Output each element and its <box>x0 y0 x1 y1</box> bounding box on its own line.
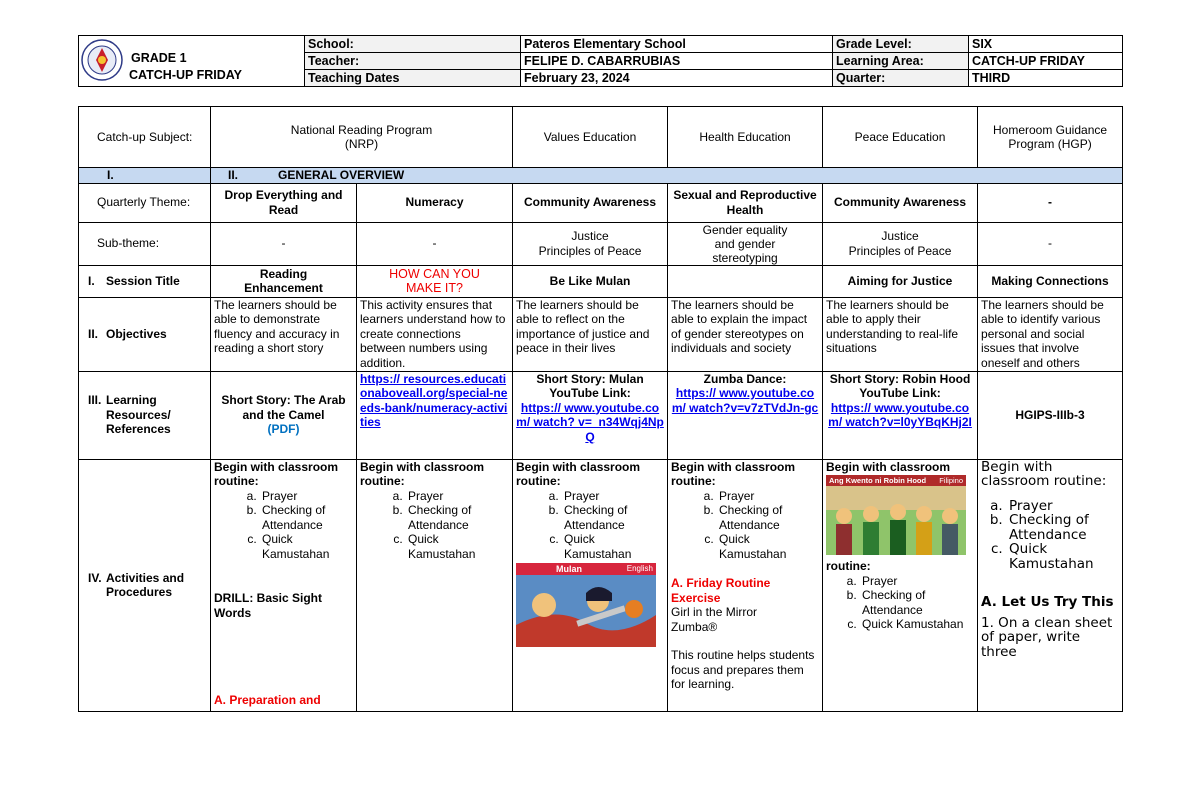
routine-list <box>671 489 819 562</box>
subtheme-values <box>513 222 668 265</box>
theme-nrp-numeracy: Numeracy <box>357 183 513 222</box>
activities-values <box>513 459 668 711</box>
teaching-dates-label: Teaching Dates <box>305 70 521 87</box>
resource-pdf-link[interactable]: (PDF) <box>267 422 300 437</box>
quarter-value: THIRD <box>969 70 1123 87</box>
routine-item-attendance: b. Checking of Attendance <box>260 503 353 532</box>
mulan-thumbnail[interactable] <box>516 563 656 647</box>
objective-values: The learners should be able to reflect on the importance of justice and peace in their lives <box>513 297 668 371</box>
resources-label-line3: References <box>106 422 171 437</box>
objectives-label-text: Objectives <box>106 326 167 341</box>
activities-health <box>668 459 823 711</box>
grade-level-value: SIX <box>969 36 1123 53</box>
routine-item-kamustahan: c. Quick Kamustahan <box>260 532 353 561</box>
resources-label <box>79 371 211 459</box>
theme-health: Sexual and Reproductive Health <box>668 183 823 222</box>
objective-nrp-numeracy: This activity ensures that learners understand how to create connections between numbers using addition. <box>357 297 513 371</box>
teacher-value: FELIPE D. CABARRUBIAS <box>521 53 833 70</box>
begin-routine-heading: Begin with classroom routine: <box>214 459 339 488</box>
routine-item-attendance: b. Checking of Attendance <box>562 503 664 532</box>
nrp-abbrev: (NRP) <box>344 137 379 151</box>
deped-seal-icon <box>81 39 123 81</box>
session-label-text: Session Title <box>106 273 180 288</box>
catch-up-subject-label: Catch-up Subject: <box>79 107 211 168</box>
routine-item-kamustahan: c. Quick Kamustahan <box>1007 542 1119 571</box>
friday-routine-heading: A. Friday Routine Exercise <box>671 576 771 605</box>
resource-story-title: Short Story: The Arab and the Camel <box>221 393 346 422</box>
subtheme-values-line2: Principles of Peace <box>538 243 642 258</box>
session-title-row <box>79 265 1123 297</box>
activities-nrp-reading <box>211 459 357 711</box>
subtheme-peace-line2: Principles of Peace <box>848 243 952 258</box>
subtheme-nrp-reading: - <box>211 222 357 265</box>
column-health-education: Health Education <box>668 107 823 168</box>
begin-routine-heading: Begin with classroom routine: <box>360 459 485 488</box>
drill-heading: DRILL: Basic Sight Words <box>214 591 323 620</box>
nrp-title: National Reading Program <box>290 122 433 137</box>
routine-list <box>214 489 353 562</box>
let-us-try-heading: A. Let Us Try This <box>981 594 1114 610</box>
mulan-story-title: Short Story: Mulan <box>536 371 644 386</box>
routine-list <box>516 489 664 562</box>
begin-routine-heading: Begin with classroom <box>826 459 951 474</box>
resources-label-text <box>106 393 171 437</box>
objectives-label <box>79 297 211 371</box>
resources-label-line2: Resources/ <box>106 407 171 422</box>
session-hgp: Making Connections <box>978 265 1123 297</box>
resource-health <box>668 371 823 459</box>
try-step-1: 1. On a clean sheet of paper, write three <box>981 614 1113 660</box>
session-health <box>668 265 823 297</box>
resource-nrp-numeracy <box>357 371 513 459</box>
quarterly-theme-row <box>79 183 1123 222</box>
objective-hgp: The learners should be able to identify various personal and social issues that involve oneself and others <box>978 297 1123 371</box>
subtheme-health-line2: and gender <box>714 236 776 251</box>
resources-number: III. <box>88 393 102 408</box>
routine-description: This routine helps students focus and prepares them for learning. <box>671 648 815 691</box>
activities-label <box>79 459 211 711</box>
subtheme-peace <box>823 222 978 265</box>
routine-item-kamustahan: c. Quick Kamustahan <box>406 532 509 561</box>
column-values-education: Values Education <box>513 107 668 168</box>
mulan-thumbnail-title: Mulan <box>556 564 583 574</box>
routine-item-attendance: b. Checking of Attendance <box>406 503 509 532</box>
robin-hood-youtube-link[interactable]: https:// www.youtube.com/ watch?v=l0yYBqKHj2I <box>828 400 972 429</box>
subtheme-health-line1: Gender equality <box>702 222 788 237</box>
teacher-label: Teacher: <box>305 53 521 70</box>
subtheme-values-line1: Justice <box>571 229 609 243</box>
lesson-plan-table <box>78 106 1123 712</box>
quarter-label: Quarter: <box>833 70 969 87</box>
routine-item-attendance: b. Checking of Attendance <box>1007 513 1119 542</box>
program-title: CATCH-UP FRIDAY <box>129 68 242 82</box>
zumba-title: Zumba Dance: <box>703 371 787 386</box>
activities-label-line2: Procedures <box>106 585 173 599</box>
resource-nrp-reading <box>211 371 357 459</box>
session-values: Be Like Mulan <box>513 265 668 297</box>
session-number: I. <box>88 273 95 288</box>
routine-item-prayer: a. Prayer <box>1007 499 1119 514</box>
routine-item-kamustahan: c. Quick Kamustahan <box>717 532 819 561</box>
activities-hgp <box>978 459 1123 711</box>
preparation-heading: A. Preparation and <box>214 693 321 707</box>
theme-values: Community Awareness <box>513 183 668 222</box>
resource-values <box>513 371 668 459</box>
begin-routine-heading: Begin with classroom routine: <box>671 459 796 488</box>
resource-peace <box>823 371 978 459</box>
zumba-song-title: Girl in the Mirror Zumba® <box>671 605 758 634</box>
subtheme-nrp-numeracy: - <box>357 222 513 265</box>
grade-level-label: Grade Level: <box>833 36 969 53</box>
begin-routine-heading: Begin with classroom routine: <box>981 459 1107 489</box>
mulan-youtube-link[interactable]: https:// www.youtube.com/ watch? v=_n34Wqj4NpQ <box>516 400 664 444</box>
robin-hood-thumbnail[interactable] <box>826 475 966 555</box>
robin-hood-thumbnail-title: Ang Kwento ni Robin Hood <box>829 476 927 485</box>
objectives-number: II. <box>88 326 99 341</box>
subtheme-hgp: - <box>978 222 1123 265</box>
routine-list <box>981 499 1119 572</box>
session-nrp-reading <box>211 265 357 297</box>
resources-row <box>79 371 1123 459</box>
learning-area-label: Learning Area: <box>833 53 969 70</box>
column-nrp <box>211 107 513 168</box>
session-nrp-numeracy-line2: MAKE IT? <box>406 281 463 295</box>
sub-theme-label: Sub-theme: <box>79 222 211 265</box>
resource-hgp: HGIPS-IIIb-3 <box>978 371 1123 459</box>
session-title-label <box>79 265 211 297</box>
session-peace: Aiming for Justice <box>823 265 978 297</box>
subtheme-health <box>668 222 823 265</box>
mulan-illustration-icon <box>516 575 656 647</box>
teaching-dates-value: February 23, 2024 <box>521 70 833 87</box>
objective-nrp-reading: The learners should be able to demonstrate fluency and accuracy in reading a short story <box>211 297 357 371</box>
school-logo-cell <box>79 36 305 87</box>
routine-item-prayer: a. Prayer <box>406 489 509 504</box>
routine-item-prayer: a. Prayer <box>260 489 353 504</box>
routine-item-kamustahan: c. Quick Kamustahan <box>562 532 664 561</box>
overview-heading <box>211 168 1123 184</box>
column-peace-education: Peace Education <box>823 107 978 168</box>
resources-label-line1: Learning <box>106 393 157 408</box>
session-nrp-reading-line1: Reading <box>259 266 308 281</box>
objective-health: The learners should be able to explain the impact of gender stereotypes on individuals and society <box>668 297 823 371</box>
activities-nrp-numeracy <box>357 459 513 711</box>
routine-item-attendance: b. Checking of Attendance <box>717 503 819 532</box>
school-label: School: <box>305 36 521 53</box>
activities-number: IV. <box>88 570 102 585</box>
theme-peace: Community Awareness <box>823 183 978 222</box>
begin-routine-heading: Begin with classroom routine: <box>516 459 641 488</box>
general-overview-row <box>79 168 1123 184</box>
routine-item-attendance: b. Checking of Attendance <box>860 588 974 617</box>
overview-number: I. <box>79 168 211 184</box>
session-nrp-numeracy-line1: HOW CAN YOU <box>389 266 480 281</box>
zumba-youtube-link[interactable]: https:// www.youtube.com/ watch?v=v7zTVdJn-gc <box>671 386 819 415</box>
learning-area-value: CATCH-UP FRIDAY <box>969 53 1123 70</box>
activities-row <box>79 459 1123 711</box>
routine-item-prayer: a. Prayer <box>562 489 664 504</box>
column-hgp: Homeroom Guidance Program (HGP) <box>978 107 1123 168</box>
subtheme-peace-line1: Justice <box>881 229 919 243</box>
subtheme-health-line3: stereotyping <box>712 250 778 265</box>
session-nrp-reading-line2: Enhancement <box>244 281 323 295</box>
header-table <box>78 35 1123 87</box>
quarterly-theme-label: Quarterly Theme: <box>79 183 211 222</box>
grade-title: GRADE 1 <box>131 51 187 65</box>
mulan-thumbnail-lang: English <box>626 564 654 573</box>
robin-hood-youtube-label: YouTube Link: <box>859 386 941 400</box>
robin-hood-title: Short Story: Robin Hood <box>829 371 971 386</box>
activities-label-text <box>106 571 184 600</box>
objective-peace: The learners should be able to apply their understanding to real-life situations <box>823 297 978 371</box>
routine-label: routine: <box>826 559 871 573</box>
routine-list <box>826 574 974 632</box>
sub-theme-row <box>79 222 1123 265</box>
robin-hood-thumbnail-lang: Filipino <box>939 476 964 485</box>
subject-row <box>79 107 1123 168</box>
activities-label-line1: Activities and <box>106 570 185 585</box>
theme-hgp: - <box>978 183 1123 222</box>
theme-nrp-reading: Drop Everything and Read <box>211 183 357 222</box>
routine-item-kamustahan: c. Quick Kamustahan <box>860 617 974 632</box>
routine-item-prayer: a. Prayer <box>860 574 974 589</box>
routine-list <box>360 489 509 562</box>
routine-item-prayer: a. Prayer <box>717 489 819 504</box>
session-nrp-numeracy <box>357 265 513 297</box>
overview-subnumber: II. <box>228 168 239 182</box>
mulan-youtube-label: YouTube Link: <box>549 386 631 400</box>
objectives-row <box>79 297 1123 371</box>
overview-title: GENERAL OVERVIEW <box>278 168 405 182</box>
numeracy-activities-link[interactable]: https:// resources.educationaboveall.org/special-needs-bank/numeracy-activities <box>360 371 508 429</box>
school-value: Pateros Elementary School <box>521 36 833 53</box>
robin-hood-illustration-icon <box>826 486 966 555</box>
activities-peace <box>823 459 978 711</box>
